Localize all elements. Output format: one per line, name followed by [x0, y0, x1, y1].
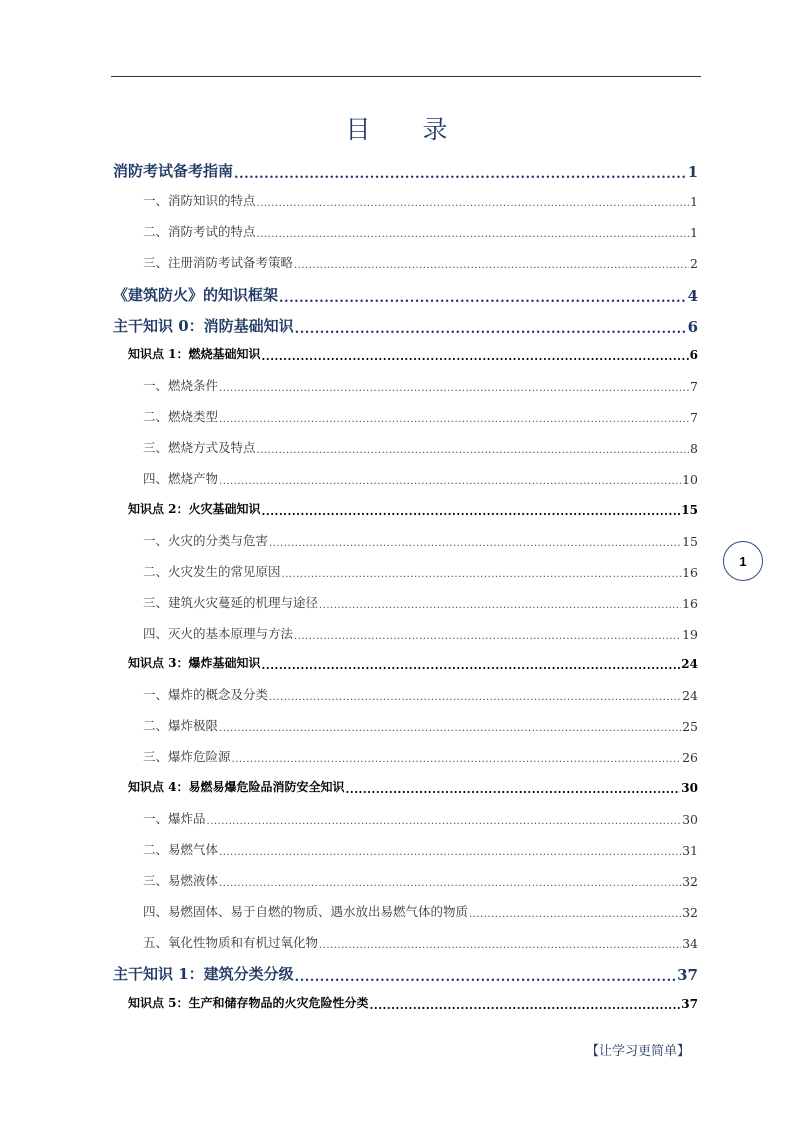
toc-chapter[interactable]	[113, 963, 698, 984]
toc-entry-page: 1	[687, 163, 698, 181]
toc-subsection[interactable]	[143, 747, 698, 765]
toc-title: 目 录	[345, 115, 470, 144]
toc-entry-label: 一、消防知识的特点	[143, 192, 256, 208]
toc-entry-label: 一、火灾的分类与危害	[143, 532, 269, 548]
toc-entry-label: 知识点 2：火灾基础知识	[128, 501, 261, 516]
toc-entry-page: 24	[682, 688, 698, 704]
toc-dot-leader	[219, 848, 681, 858]
toc-subsection[interactable]	[143, 438, 698, 456]
toc-dot-leader	[232, 755, 682, 765]
toc-entry-page: 7	[690, 379, 698, 395]
toc-entry-page: 10	[682, 472, 698, 487]
toc-entry-page: 8	[690, 441, 698, 457]
toc-subsection[interactable]	[143, 253, 698, 271]
toc-dot-leader	[346, 784, 681, 795]
toc-entry-label: 三、易燃液体	[143, 872, 219, 888]
toc-entry-label: 知识点 3：爆炸基础知识	[128, 656, 261, 671]
toc-dot-leader	[219, 384, 689, 394]
toc-entry-label: 二、燃烧类型	[143, 409, 219, 425]
toc-entry-page: 24	[681, 657, 698, 672]
toc-entry-label: 五、氧化性物质和有机过氧化物	[143, 934, 319, 950]
toc-entry-page: 2	[690, 255, 698, 271]
toc-section[interactable]	[128, 994, 698, 1011]
toc-subsection[interactable]	[143, 191, 698, 209]
toc-entry-label: 三、注册消防考试备考策略	[143, 254, 294, 270]
toc-dot-leader	[219, 724, 681, 734]
toc-entry-page: 32	[682, 904, 698, 920]
toc-section[interactable]	[128, 778, 698, 795]
toc-dot-leader	[262, 660, 681, 671]
toc-entry-page: 7	[690, 410, 698, 426]
toc-subsection[interactable]	[143, 624, 698, 642]
toc-dot-leader	[295, 323, 687, 336]
toc-dot-leader	[219, 879, 681, 889]
toc-entry-page: 1	[690, 193, 698, 209]
toc-entry-label: 二、易燃气体	[143, 841, 219, 857]
toc-entry-label: 知识点 1：燃烧基础知识	[128, 347, 261, 362]
toc-subsection[interactable]	[143, 840, 698, 858]
toc-entry-label: 四、易燃固体、易于自燃的物质、遇水放出易燃气体的物质	[143, 903, 469, 919]
toc-subsection[interactable]	[143, 222, 698, 240]
toc-dot-leader	[295, 971, 676, 984]
toc-subsection[interactable]	[143, 376, 698, 394]
toc-dot-leader	[319, 941, 681, 951]
toc-entry-label: 知识点 5：生产和储存物品的火灾危险性分类	[128, 996, 369, 1011]
toc-entry-label: 三、建筑火灾蔓延的机理与途径	[143, 594, 319, 610]
toc-section[interactable]	[128, 654, 698, 671]
toc-subsection[interactable]	[143, 407, 698, 425]
toc-entry-label: 知识点 4：易燃易爆危险品消防安全知识	[128, 780, 345, 794]
toc-entry-label: 消防考试备考指南	[113, 162, 234, 180]
toc-dot-leader	[469, 910, 681, 920]
toc-dot-leader	[294, 632, 681, 642]
toc-entry-page: 6	[689, 348, 698, 363]
toc-dot-leader	[257, 446, 690, 456]
toc-entry-page: 30	[682, 811, 698, 827]
toc-subsection[interactable]	[143, 593, 698, 611]
toc-subsection[interactable]	[143, 933, 698, 951]
toc-dot-leader	[294, 261, 689, 271]
toc-entry-page: 16	[682, 564, 698, 580]
toc-entry-label: 二、消防考试的特点	[143, 223, 256, 239]
toc-entry-page: 31	[682, 842, 698, 858]
toc-dot-leader	[207, 817, 682, 827]
toc-dot-leader	[219, 415, 689, 425]
toc-dot-leader	[282, 570, 682, 580]
toc-entry-page: 30	[681, 781, 698, 795]
toc-subsection[interactable]	[143, 469, 698, 487]
toc-entry-page: 6	[687, 317, 698, 336]
toc-section[interactable]	[128, 345, 698, 362]
toc-section[interactable]	[128, 500, 698, 517]
toc-entry-page: 1	[690, 224, 698, 240]
toc-chapter[interactable]	[113, 284, 698, 305]
toc-entry-page: 25	[682, 719, 698, 735]
toc-chapter[interactable]	[113, 160, 698, 181]
toc-entry-label: 一、爆炸品	[143, 810, 206, 826]
toc-chapter[interactable]	[113, 315, 698, 336]
footer-slogan: 【让学习更简单】	[586, 1044, 691, 1059]
toc-entry-page: 4	[687, 286, 698, 305]
toc-entry-label: 二、火灾发生的常见原因	[143, 563, 281, 579]
toc-entry-page: 37	[681, 997, 698, 1012]
toc-dot-leader	[262, 351, 689, 362]
toc-dot-leader	[257, 230, 690, 240]
toc-dot-leader	[370, 1000, 681, 1011]
toc-subsection[interactable]	[143, 531, 698, 549]
toc-dot-leader	[257, 199, 690, 209]
toc-dot-leader	[269, 539, 681, 549]
toc-entry-label: 《建筑防火》的知识框架	[113, 285, 279, 304]
toc-dot-leader	[319, 601, 681, 611]
toc-entry-label: 主干知识 1：建筑分类分级	[113, 965, 294, 984]
toc-entry-page: 37	[677, 966, 698, 985]
toc-entry-label: 三、燃烧方式及特点	[143, 440, 256, 456]
toc-subsection[interactable]	[143, 902, 698, 920]
toc-entry-page: 15	[681, 502, 698, 517]
toc-subsection[interactable]	[143, 685, 698, 703]
toc-entry-label: 二、爆炸极限	[143, 718, 219, 734]
toc-subsection[interactable]	[143, 809, 698, 827]
toc-entry-label: 四、燃烧产物	[143, 471, 219, 486]
toc-dot-leader	[269, 693, 681, 703]
page-number-badge: 1	[723, 541, 763, 581]
toc-entry-label: 四、灭火的基本原理与方法	[143, 625, 294, 641]
toc-entry-page: 26	[682, 750, 698, 766]
toc-dot-leader	[279, 292, 687, 305]
toc-entry-label: 一、爆炸的概念及分类	[143, 687, 269, 703]
toc-dot-leader	[219, 477, 681, 487]
toc-entry-label: 三、爆炸危险源	[143, 749, 231, 765]
toc-entry-page: 32	[682, 873, 698, 889]
toc-subsection[interactable]	[143, 871, 698, 889]
toc-entry-page: 19	[682, 626, 698, 642]
toc-dot-leader	[234, 168, 687, 181]
toc-subsection[interactable]	[143, 716, 698, 734]
toc-subsection[interactable]	[143, 562, 698, 580]
toc-entry-page: 34	[682, 935, 698, 951]
toc-entry-label: 一、燃烧条件	[143, 378, 219, 394]
toc-entry-page: 15	[682, 533, 698, 549]
toc-entry-label: 主干知识 0：消防基础知识	[113, 316, 294, 335]
toc-entry-page: 16	[682, 595, 698, 611]
toc-dot-leader	[262, 506, 681, 517]
